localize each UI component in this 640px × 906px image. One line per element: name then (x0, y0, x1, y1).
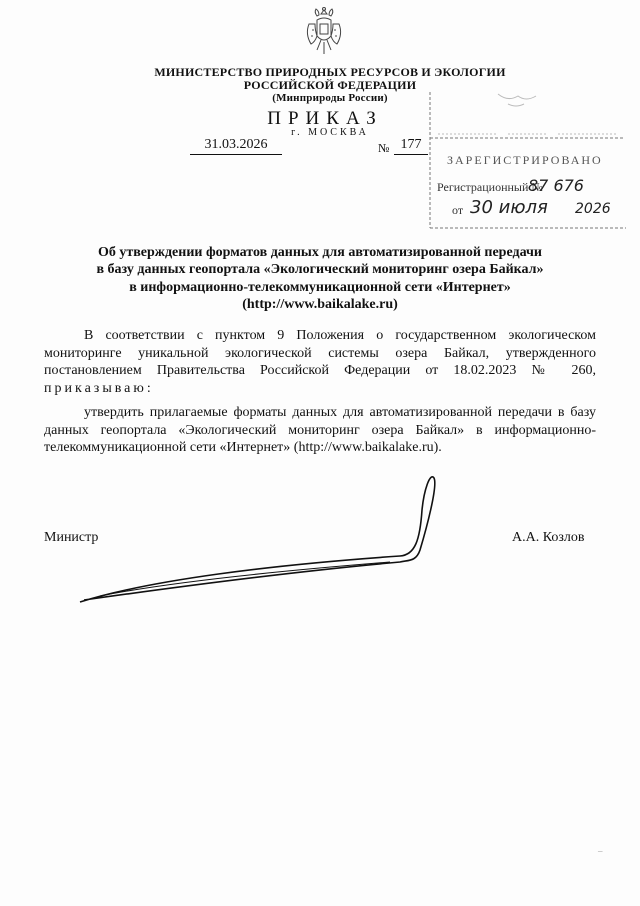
title-line-1: Об утверждении форматов данных для автоматизированной передачи (97, 245, 542, 260)
order-keyword: приказываю: (44, 380, 154, 396)
stamp-reg-date: 30 июля (470, 197, 548, 218)
number-sign: № (378, 141, 390, 155)
ministry-line-2: РОССИЙСКОЙ ФЕДЕРАЦИИ (243, 78, 417, 92)
paragraph-basis (44, 327, 596, 397)
scan-mark: – (598, 846, 603, 856)
handwritten-signature (70, 470, 450, 610)
order-city: г. МОСКВА (291, 127, 369, 138)
title-line-4: (http://www.baikalake.ru) (242, 296, 398, 312)
ministry-abbreviation: (Минприроды России) (272, 92, 388, 104)
signatory-name: А.А. Козлов (512, 530, 585, 545)
signatory-position: Министр (44, 530, 99, 545)
order-date: 31.03.2026 (190, 137, 282, 155)
order-title: ПРИКАЗ (267, 108, 383, 129)
stamp-reg-number: 87 676 (528, 176, 584, 195)
title-line-3: в информационно-телекоммуникационной сети «Интернет» (129, 279, 511, 295)
stamp-registered-label: ЗАРЕГИСТРИРОВАНО (447, 153, 603, 167)
title-line-2: в базу данных геопортала «Экологический мониторинг озера Байкал» (96, 262, 544, 278)
stamp-reg-year: 2026 (575, 201, 611, 217)
order-number: 177 (394, 137, 428, 155)
ministry-line-1: МИНИСТЕРСТВО ПРИРОДНЫХ РЕСУРСОВ И ЭКОЛОГИИ (154, 65, 506, 79)
state-emblem-icon (303, 6, 345, 58)
document-title (60, 244, 580, 313)
stamp-date-prefix: от (452, 203, 464, 217)
paragraph-decision: утвердить прилагаемые форматы данных для автоматизированной передачи в базу данных геопортала «Экологический мониторинг озера Байкал» в информационно-телекоммуникационной сети «Интернет» (http://www.baikalake.ru). (44, 405, 596, 456)
paragraph-basis-text: В соответствии с пунктом 9 Положения о государственном экологическом мониторинге уникальной экологической системы озера Байкал, утвержденного постановлением Правительства Российской Федерации от 18.02.2023 № 260, (44, 328, 596, 379)
stamp-reg-number-label: Регистрационный № (437, 180, 543, 194)
